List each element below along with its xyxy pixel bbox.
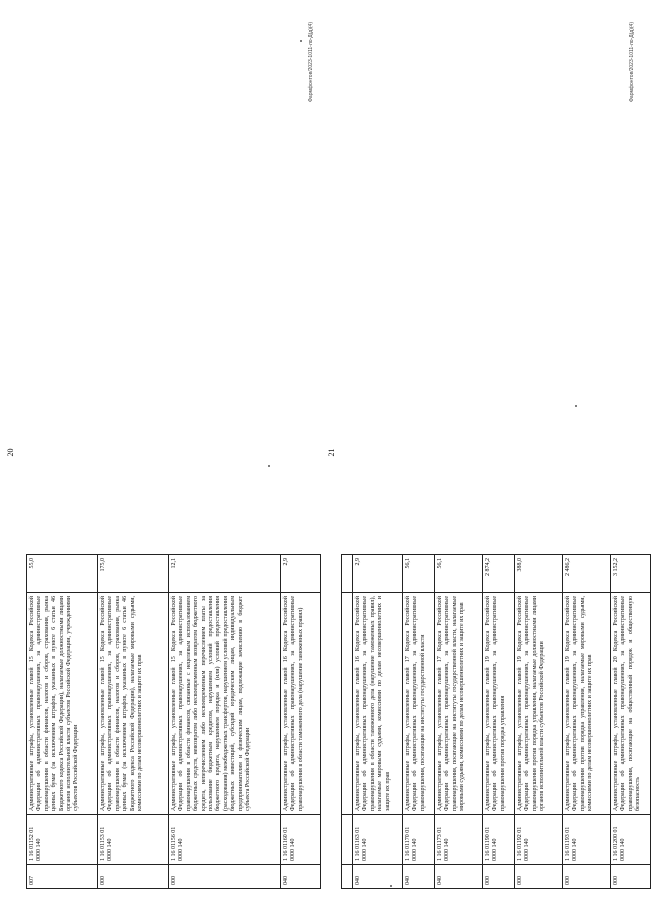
description-cell: Административные штрафы, установленные главой 17 Кодекса Российской Федерации об административных правонарушениях, за административные правонарушения, посягающие на институты государственной власти [403, 593, 435, 815]
document-footer: Фармфонтов/2023-1011-ло-Д(д)(4) [629, 22, 635, 102]
amount-cell: 12,1 [169, 555, 281, 593]
page-21 [321, 0, 642, 905]
document-footer: Фармфонтов/2023-1011-ло-Д(д)(4) [308, 22, 314, 102]
page-21-sheet [321, 0, 642, 905]
scan-speck [268, 465, 270, 467]
scan-speck [575, 405, 577, 407]
kbk-code-cell: 1 16 01160 01 0000 140 [281, 815, 321, 865]
table-row [169, 555, 281, 889]
table-row [483, 555, 515, 889]
description-cell: Административные штрафы, установленные главой 15 Кодекса Российской Федерации об административных правонарушениях, за административные правонарушения в области финансов, связанные с нецелевым использованием бюджетных средств, невозвратом либо несвоевременным возвратом бюджетного кредита, неперечислением либо несвоевременным перечислением платы за пользование бюджетным кредитом, нарушением условий предоставления бюджетного кредита, нарушением порядка и (или) условий предоставления (расходования) межбюджетных трансфертов, нарушением условий предоставления бюджетных инвестиций, субсидий юридическим лицам, индивидуальным предпринимателям и физическим лицам, подлежащие зачислению в бюджет субъекта Российской Федерации [169, 593, 281, 815]
kbk-code-cell: 1 16 01170 01 0000 140 [403, 815, 435, 865]
amount-cell: 388,0 [515, 555, 563, 593]
table-row [98, 555, 169, 889]
admin-code-cell: 000 [611, 865, 651, 889]
admin-code-cell: 040 [353, 865, 403, 889]
admin-code-cell: 040 [403, 865, 435, 889]
admin-code-cell: 040 [435, 865, 483, 889]
amount-cell: 175,0 [98, 555, 169, 593]
table-row [27, 555, 98, 889]
description-cell: Административные штрафы, установленные главой 20 Кодекса Российской Федерации об административных правонарушениях, за административные правонарушения, посягающие на общественный порядок и общественную безопасность [611, 593, 651, 815]
revenue-table [26, 554, 321, 889]
kbk-code-cell: 1 16 01192 01 0000 140 [515, 815, 563, 865]
table-row [281, 555, 321, 889]
page-20-sheet [0, 0, 318, 905]
description-cell: Административные штрафы, установленные главой 19 Кодекса Российской Федерации об административных правонарушениях, за административные правонарушения против порядка управления, налагаемые должностными лицами органов исполнительной власти субъектов Российской Федерации [515, 593, 563, 815]
amount-cell: 2 874,2 [483, 555, 515, 593]
page-number: 21 [327, 448, 336, 457]
description-cell: Административные штрафы, установленные главой 19 Кодекса Российской Федерации об административных правонарушениях, за административные правонарушения против порядка управления, налагаемые мировыми судьями, комиссиями по делам несовершеннолетних и защите их прав [563, 593, 611, 815]
kbk-code-cell: 1 16 01153 01 0000 140 [98, 815, 169, 865]
admin-code-cell: 000 [515, 865, 563, 889]
table-row [353, 555, 403, 889]
amount-cell: 56,1 [403, 555, 435, 593]
amount-cell: 56,1 [435, 555, 483, 593]
description-cell: Административные штрафы, установленные главой 16 Кодекса Российской Федерации об административных правонарушениях, за административные правонарушения в области таможенного дела (нарушение таможенных правил) [281, 593, 321, 815]
scan-speck [300, 40, 302, 42]
description-cell: Административные штрафы, установленные главой 19 Кодекса Российской Федерации об административных правонарушениях, за административные правонарушения против порядка управления [483, 593, 515, 815]
page-20 [0, 0, 318, 905]
table-row [342, 555, 353, 889]
revenue-table [341, 554, 651, 889]
description-cell: Административные штрафы, установленные главой 15 Кодекса Российской Федерации об административных правонарушениях, за административные правонарушения в области финансов, налогов и сборов, страхования, рынка ценных бумаг (за исключением штрафов, указанных в пункте 6 статьи 46 Бюджетного кодекса Российской Федерации), налагаемые должностными лицами органов исполнительной власти субъектов Российской Федерации, учреждениями субъектов Российской Федерации [27, 593, 98, 815]
admin-code-cell: 000 [483, 865, 515, 889]
description-cell: Административные штрафы, установленные главой 15 Кодекса Российской Федерации об административных правонарушениях, за административные правонарушения в области финансов, налогов и сборов, страхования, рынка ценных бумаг (за исключением штрафов, указанных в пункте 6 статьи 46 Бюджетного кодекса Российской Федерации), налагаемые мировыми судьями, комиссиями по делам несовершеннолетних и защите их прав [98, 593, 169, 815]
admin-code-cell: 000 [98, 865, 169, 889]
description-cell: Административные штрафы, установленные главой 16 Кодекса Российской Федерации об административных правонарушениях, за административные правонарушения в области таможенного дела (нарушение таможенных правил), налагаемые мировыми судьями, комиссиями по делам несовершеннолетних и защите их прав [353, 593, 403, 815]
table-row [435, 555, 483, 889]
amount-cell: 2,9 [281, 555, 321, 593]
admin-code-cell: 000 [169, 865, 281, 889]
table-row [611, 555, 651, 889]
kbk-code-cell: 1 16 01152 01 0000 140 [27, 815, 98, 865]
table-row [563, 555, 611, 889]
admin-code-cell: 000 [563, 865, 611, 889]
kbk-code-cell: 1 16 01156 01 0000 140 [169, 815, 281, 865]
table-row [403, 555, 435, 889]
description-cell: Административные штрафы, установленные главой 17 Кодекса Российской Федерации об административных правонарушениях, за административные правонарушения, посягающие на институты государственной власти, налагаемые мировыми судьями, комиссиями по делам несовершеннолетних и защите их прав [435, 593, 483, 815]
kbk-code-cell: 1 16 01200 01 0000 140 [611, 815, 651, 865]
amount-cell: 2 486,2 [563, 555, 611, 593]
amount-cell: 3 152,2 [611, 555, 651, 593]
kbk-code-cell: 1 16 01193 01 0000 140 [563, 815, 611, 865]
scan-speck [390, 885, 392, 887]
amount-cell: 55,0 [27, 555, 98, 593]
admin-code-cell: 040 [281, 865, 321, 889]
table-row [515, 555, 563, 889]
kbk-code-cell: 1 16 01163 01 0000 140 [353, 815, 403, 865]
kbk-code-cell: 1 16 01173 01 0000 140 [435, 815, 483, 865]
kbk-code-cell: 1 16 01190 01 0000 140 [483, 815, 515, 865]
amount-cell: 2,9 [353, 555, 403, 593]
admin-code-cell: 007 [27, 865, 98, 889]
page-number: 20 [6, 448, 15, 457]
